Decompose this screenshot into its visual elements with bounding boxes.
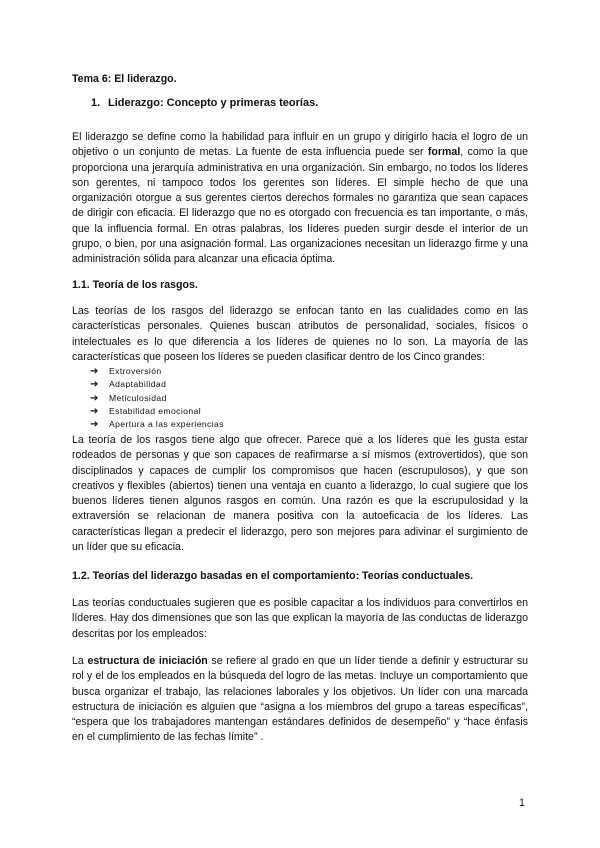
- bold-term-formal: formal: [427, 146, 461, 159]
- section-1-1-heading: 1.1. Teoría de los rasgos.: [72, 279, 198, 291]
- arrow-right-icon: ➔: [90, 366, 99, 377]
- list-item: ➔ Extroversión: [90, 366, 162, 377]
- list-item: ➔ Apertura a las experiencias: [90, 419, 224, 431]
- traits-list: [90, 365, 224, 431]
- list-item: ➔ Estabilidad emocional: [90, 405, 202, 417]
- paragraph-text: se refiere al grado en que un líder tiende a definir y estructurar su rol y el de los empleados en la búsqueda del logro de las metas. Incluye un comportamiento que busca organizar el trabajo, las relaciones laborales y los objetivos. Un líder con una marcada estructura de iniciación es alguien que “asigna a los miembros del grupo a tareas específicas”, “espera que los trabajadores mantengan estándares definidos de desempeño” y “hace énfasis en el cumplimiento de las fechas límite” .: [72, 655, 529, 744]
- paragraph-text: La: [72, 655, 88, 667]
- section-1-2-heading: 1.2. Teorías del liderazgo basadas en el comportamiento: Teorías conductuales.: [72, 570, 474, 582]
- section-1-2-paragraph-1: Las teorías conductuales sugieren que es posible capacitar a los individuos para convertirlos en líderes. Hay dos dimensiones que son las que explican la mayoría de las conductas de liderazgo descritas por los empleados:: [72, 597, 528, 640]
- list-item: ➔ Adaptabilidad: [90, 379, 167, 391]
- paragraph-text: El liderazgo se define como la habilidad para influir en un grupo y dirigirlo hacia el logro de un objetivo o un conjunto de metas. La fuente de esta influencia puede ser: [72, 131, 528, 159]
- paragraph-text: , como la que proporciona una jerarquía administrativa en una organización. Sin embargo, no todos los líderes son gerentes, ni tampoco todos los gerentes son líderes. El simple hecho de que una organización otorgue a sus gerentes ciertos derechos formales no garantiza que sean capaces de dirigir con eficacia. El liderazgo que no es otorgado con frecuencia es tan importante, o más, que la influencia formal. En otras palabras, los líderes pueden surgir desde el interior de un grupo, o bien, por una asignación formal. Las organizaciones necesitan un liderazgo firme y una administración sólida para alcanzar una eficacia óptima.: [72, 146, 528, 266]
- section-1-heading: [91, 97, 318, 109]
- list-item: ➔ Meticulosidad: [90, 392, 167, 404]
- arrow-right-icon: ➔: [90, 405, 99, 417]
- arrow-right-icon: ➔: [90, 419, 99, 431]
- section-1-heading-text: Liderazgo: Concepto y primeras teorías.: [108, 97, 319, 109]
- section-1-1-paragraph-2: La teoría de los rasgos tiene algo que ofrecer. Parece que a los líderes que les gusta estar rodeados de personas y que son capaces de reafirmarse a sí mismos (extrovertidos), que son disciplinados y capaces de cumplir los compromisos que hacen (escrupulosos), y que son creativos y flexibles (abiertos) tienen una ventaja en cuanto a liderazgo, lo cual sugiere que los buenos líderes tienen algunos rasgos en común. Una razón es que la escrupulosidad y la extraversión se relacionan de manera positiva con la autoeficacia de los líderes. Las características llegan a predecir el liderazgo, pero son mejores para adivinar el surgimiento de un líder que su eficacia.: [72, 434, 528, 554]
- section-1-1-paragraph-1: Las teorías de los rasgos del liderazgo se enfocan tanto en las cualidades como en las características personales. Quienes buscan atributos de personalidad, sociales, físicos o intelectuales es lo que diferencia a los líderes de quienes no lo son. La mayoría de las características que poseen los líderes se pueden clasificar dentro de los Cinco grandes:: [72, 305, 528, 363]
- document-title: Tema 6: El liderazgo.: [72, 73, 177, 85]
- bold-term-estructura: estructura de iniciación: [87, 655, 208, 667]
- section-1-paragraph: [72, 130, 528, 268]
- section-1-2-paragraph-2: [72, 654, 528, 746]
- arrow-right-icon: ➔: [90, 392, 99, 404]
- arrow-right-icon: ➔: [90, 379, 99, 391]
- page-number: 1: [519, 797, 525, 809]
- section-1-number: 1.: [91, 97, 101, 109]
